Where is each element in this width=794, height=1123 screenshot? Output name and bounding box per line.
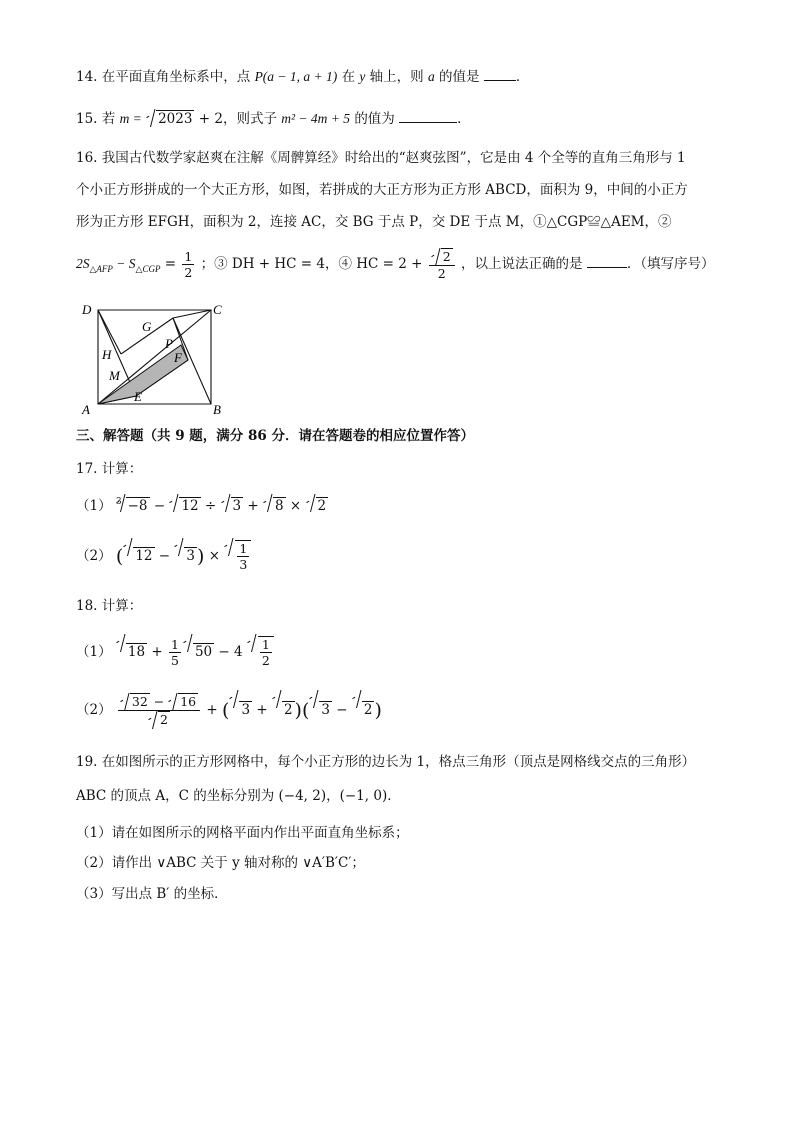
q14-suffix: 的值是 <box>439 69 480 85</box>
q17-op2: ÷ <box>200 498 221 514</box>
q18-p2-den: 2 <box>160 712 168 727</box>
q18-part2: （2） $\frac{32 - 16}{2}$ + ( 3 + 2 )( 3 − 2 ) <box>76 690 382 731</box>
q18-p2-label: （2） <box>76 702 112 718</box>
q15-lhs: m = <box>119 111 142 126</box>
q16-line2: 个小正方形拼成的一个大正方形，如图，若拼成的大正方形为正方形 ABCD，面积为 9，中间的小正方 <box>76 182 688 198</box>
q18-p2-sqrt2-den <box>149 711 170 728</box>
q17-cube-index: 3 <box>115 497 122 507</box>
q18-title: 18. 计算： <box>76 598 143 614</box>
q15-radicand: 2023 <box>158 111 193 127</box>
segment-ac <box>98 310 211 404</box>
q16-sqrt-frac-den: 2 <box>437 266 446 281</box>
q18-sqrt18 <box>117 634 147 670</box>
q19-part1: （1）请在如图所示的网格平面内作出平面直角坐标系； <box>76 825 409 841</box>
q17-r2: 12 <box>181 498 199 514</box>
q17-sqrt2 <box>307 494 329 518</box>
q17-sqrt3 <box>222 494 244 518</box>
q17-op4: × <box>285 498 306 514</box>
q17-p2-frac-num: 1 <box>239 541 248 556</box>
label-c: C <box>213 302 222 317</box>
q17-part2: （2） ( 12 − 3 ) × $\frac{1}{3}$ <box>76 538 251 575</box>
q17-part1 <box>76 494 328 518</box>
q17-op3: + <box>243 498 264 514</box>
q17-p2-sqrt3 <box>175 538 197 574</box>
q18-p2-a2: 2 <box>283 702 293 718</box>
q16-sub-cgp: △CGP <box>135 264 161 274</box>
q18-p2-frac <box>118 693 200 728</box>
q14-text-mid: 在 <box>341 69 356 85</box>
q14-answer-blank[interactable] <box>484 66 516 81</box>
q14-var-a: a <box>427 69 435 84</box>
q17-r5: 2 <box>317 498 327 514</box>
q17-cbrt <box>117 494 150 518</box>
q18-frac-den: 5 <box>170 653 179 668</box>
q18-r2: 50 <box>194 644 213 660</box>
q18-p1-label: （1） <box>76 644 112 660</box>
q17-p2-label: （2） <box>76 548 112 564</box>
q16-sqrt2-radicand: 2 <box>442 249 451 264</box>
q18-p2-nop: − <box>149 694 169 709</box>
label-d: D <box>82 302 92 317</box>
question-15: 15. 若 m = 2023 + 2，则式子 m² − 4m + 5 的值为 ． <box>76 108 471 129</box>
q18-p2-op1: + <box>202 702 223 718</box>
q18-sqrt-frac <box>248 634 274 670</box>
q16-frac-num: 1 <box>184 249 193 264</box>
q17-p2-frac-den: 3 <box>239 557 248 572</box>
q17-p1-label: （1） <box>76 498 112 514</box>
q15-text: 15. 若 <box>76 111 116 127</box>
q17-p2-op2: × <box>204 548 225 564</box>
label-e: E <box>134 389 142 404</box>
q17-sqrt8 <box>264 494 286 518</box>
q17-p2-sqrt-frac <box>225 538 251 574</box>
zhao-shuang-figure <box>76 300 222 418</box>
q14-point-expr: P(a − 1, a + 1) <box>254 69 338 84</box>
q18-p2-sqrt3a <box>230 690 252 730</box>
q18-sqrt50 <box>184 634 214 670</box>
q15-expr: m² − 4m + 5 <box>281 111 351 126</box>
q19-part2: （2）请作出 ∨ABC 关于 y 轴对称的 ∨A′B′C′； <box>76 855 365 871</box>
q16-minus-s: − S <box>112 256 136 271</box>
q18-p2-sqrt3b <box>310 690 332 730</box>
label-h: H <box>102 347 112 362</box>
q14-var-y: y <box>359 69 366 84</box>
q17-r3: 3 <box>232 498 242 514</box>
q17-p2-sqrt12 <box>124 538 154 574</box>
q18-sfrac-num: 1 <box>261 637 270 652</box>
q16-line3: 形为正方形 EFGH，面积为 2，连接 AC，交 BG 于点 P，交 DE 于点 M，①△CGP≌△AEM，② <box>76 214 672 230</box>
q18-p2-n2: 16 <box>180 694 197 709</box>
q18-frac <box>169 637 181 668</box>
question-14: 14. 在平面直角坐标系中，点 P(a − 1, a + 1) 在 y 轴上，则 a 的值是 ． <box>76 66 529 87</box>
q18-p2-a1: 3 <box>241 702 251 718</box>
label-a: A <box>82 402 90 417</box>
q16-sub-afp: △AFP <box>89 264 113 274</box>
section-3-heading: 三、解答题（共 9 题，满分 86 分．请在答题卷的相应位置作答） <box>76 428 474 444</box>
q18-p2-sqrt16 <box>169 693 198 710</box>
label-m: M <box>109 368 120 383</box>
q18-frac-num: 1 <box>170 637 179 652</box>
q17-r4: 8 <box>275 498 284 514</box>
q17-p2-r2: 3 <box>186 548 195 564</box>
q18-p2-sqrt2a <box>273 690 295 730</box>
q18-r1: 18 <box>127 644 146 660</box>
q17-op1: − <box>149 498 170 514</box>
q16-equals: = <box>160 256 181 272</box>
q15-rest: + 2，则式子 <box>198 111 277 127</box>
q17-p2-op1: − <box>154 548 175 564</box>
q17-p2-r1: 12 <box>135 548 153 564</box>
q16-fraction <box>182 249 194 280</box>
q16-sqrt2 <box>432 248 453 265</box>
q18-p2-sqrt32 <box>121 693 150 710</box>
q15-suffix: 的值为 <box>354 111 395 127</box>
label-p: P <box>165 336 173 351</box>
q16-frac-den: 2 <box>184 265 193 280</box>
q16-2s: 2S <box>76 256 90 271</box>
q18-p2-sqrt2b <box>353 690 375 730</box>
q16-answer-blank[interactable] <box>587 253 627 268</box>
q17-title: 17. 计算： <box>76 461 143 477</box>
q15-sqrt <box>147 109 194 129</box>
q18-p2-bop: − <box>331 702 352 718</box>
q18-op2: − 4 <box>214 644 243 660</box>
q15-answer-blank[interactable] <box>399 108 457 123</box>
q18-sfrac-den: 2 <box>261 653 270 668</box>
q18-p2-b2: 2 <box>363 702 373 718</box>
q18-op1: + <box>147 644 167 660</box>
q18-part1 <box>76 634 274 670</box>
q17-r1: −8 <box>127 498 148 514</box>
q16-statements: ；③ DH + HC = 4，④ HC = 2 + <box>200 256 427 272</box>
q19-line2: ABC 的顶点 A，C 的坐标分别为 (−4, 2)，(−1, 0)． <box>76 788 401 804</box>
q18-p2-b1: 3 <box>321 702 330 718</box>
q18-p2-aop: + <box>252 702 272 718</box>
q16-fill-hint: ．（填写序号） <box>626 256 715 272</box>
q16-sqrt-fraction <box>429 248 455 281</box>
label-g: G <box>142 319 152 334</box>
q16-ask: ，以上说法正确的是 <box>461 256 583 272</box>
label-f: F <box>174 350 182 365</box>
q14-text: 14. 在平面直角坐标系中，点 <box>76 69 251 85</box>
q16-line1: 16. 我国古代数学家赵爽在注解《周髀算经》时给出的“赵爽弦图”，它是由 4 个全等的直角三角形与 1 <box>76 150 686 166</box>
q16-line4 <box>76 246 715 287</box>
label-b: B <box>213 402 221 417</box>
q17-sqrt12 <box>170 494 200 518</box>
q19-line1: 19. 在如图所示的正方形网格中，每个小正方形的边长为 1，格点三角形（顶点是网格线交点的三角形） <box>76 754 696 770</box>
q19-part3: （3）写出点 B′ 的坐标． <box>76 886 228 902</box>
segment-cg <box>173 310 211 318</box>
q14-text-mid2: 轴上，则 <box>369 69 424 85</box>
q18-p2-n1: 32 <box>131 694 148 709</box>
